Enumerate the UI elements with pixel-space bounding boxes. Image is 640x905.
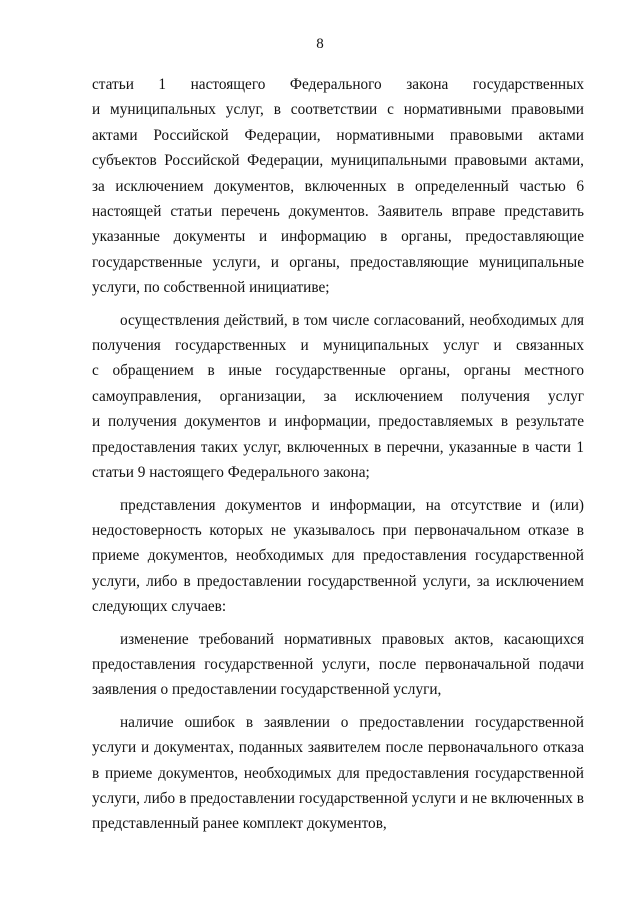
text-line: заявления о предоставлении государственной услуги, bbox=[92, 681, 442, 699]
text-line: получения государственных и муниципальных услуг и связанных bbox=[92, 337, 584, 355]
text-line: указанные документы и информацию в органы, предоставляющие bbox=[92, 228, 584, 246]
paragraph bbox=[92, 72, 584, 301]
text-line: предоставления государственной услуги, после первоначальной подачи bbox=[92, 655, 584, 673]
text-line: приеме документов, необходимых для предоставления государственной bbox=[92, 547, 584, 565]
paragraph bbox=[92, 710, 584, 837]
text-line: услуги, либо в предоставлении государственной услуги, за исключением bbox=[92, 572, 584, 590]
text-line: услуги, либо в предоставлении государственной услуги и не включенных в bbox=[92, 789, 584, 807]
text-line: настоящей статьи перечень документов. Заявитель вправе представить bbox=[92, 203, 584, 221]
text-line: представленный ранее комплект документов, bbox=[92, 815, 387, 833]
text-line: и муниципальных услуг, в соответствии с нормативными правовыми bbox=[92, 101, 584, 119]
text-line: предоставления таких услуг, включенных в перечни, указанные в части 1 bbox=[92, 438, 584, 456]
text-line: в приеме документов, необходимых для предоставления государственной bbox=[92, 764, 584, 782]
document-body bbox=[92, 72, 584, 837]
text-line: наличие ошибок в заявлении о предоставлении государственной bbox=[120, 713, 584, 731]
text-line: и получения документов и информации, предоставляемых в результате bbox=[92, 413, 584, 431]
text-line: услуги, по собственной инициативе; bbox=[92, 279, 330, 297]
text-line: статьи 9 настоящего Федерального закона; bbox=[92, 464, 370, 482]
text-line: осуществления действий, в том числе согласований, необходимых для bbox=[120, 311, 584, 329]
text-line: статьи 1 настоящего Федерального закона государственных bbox=[92, 76, 584, 93]
text-line: следующих случаев: bbox=[92, 598, 227, 616]
page-number: 8 bbox=[316, 36, 324, 52]
text-line: услуги и документах, поданных заявителем после первоначального отказа bbox=[92, 739, 584, 757]
text-line: недостоверность которых не указывалось при первоначальном отказе в bbox=[92, 521, 584, 539]
text-line: субъектов Российской Федерации, муниципальными правовыми актами, bbox=[92, 152, 584, 170]
paragraph bbox=[92, 308, 584, 486]
text-line: с обращением в иные государственные органы, органы местного bbox=[92, 362, 584, 380]
text-line: изменение требований нормативных правовых актов, касающихся bbox=[120, 630, 584, 648]
text-line: актами Российской Федерации, нормативными правовыми актами bbox=[92, 126, 584, 144]
paragraph bbox=[92, 627, 584, 703]
text-line: самоуправления, организации, за исключением получения услуг bbox=[92, 387, 584, 405]
text-line: государственные услуги, и органы, предоставляющие муниципальные bbox=[92, 253, 584, 271]
paragraph bbox=[92, 493, 584, 620]
text-line: представления документов и информации, на отсутствие и (или) bbox=[120, 496, 584, 514]
text-line: за исключением документов, включенных в определенный частью 6 bbox=[92, 177, 584, 195]
